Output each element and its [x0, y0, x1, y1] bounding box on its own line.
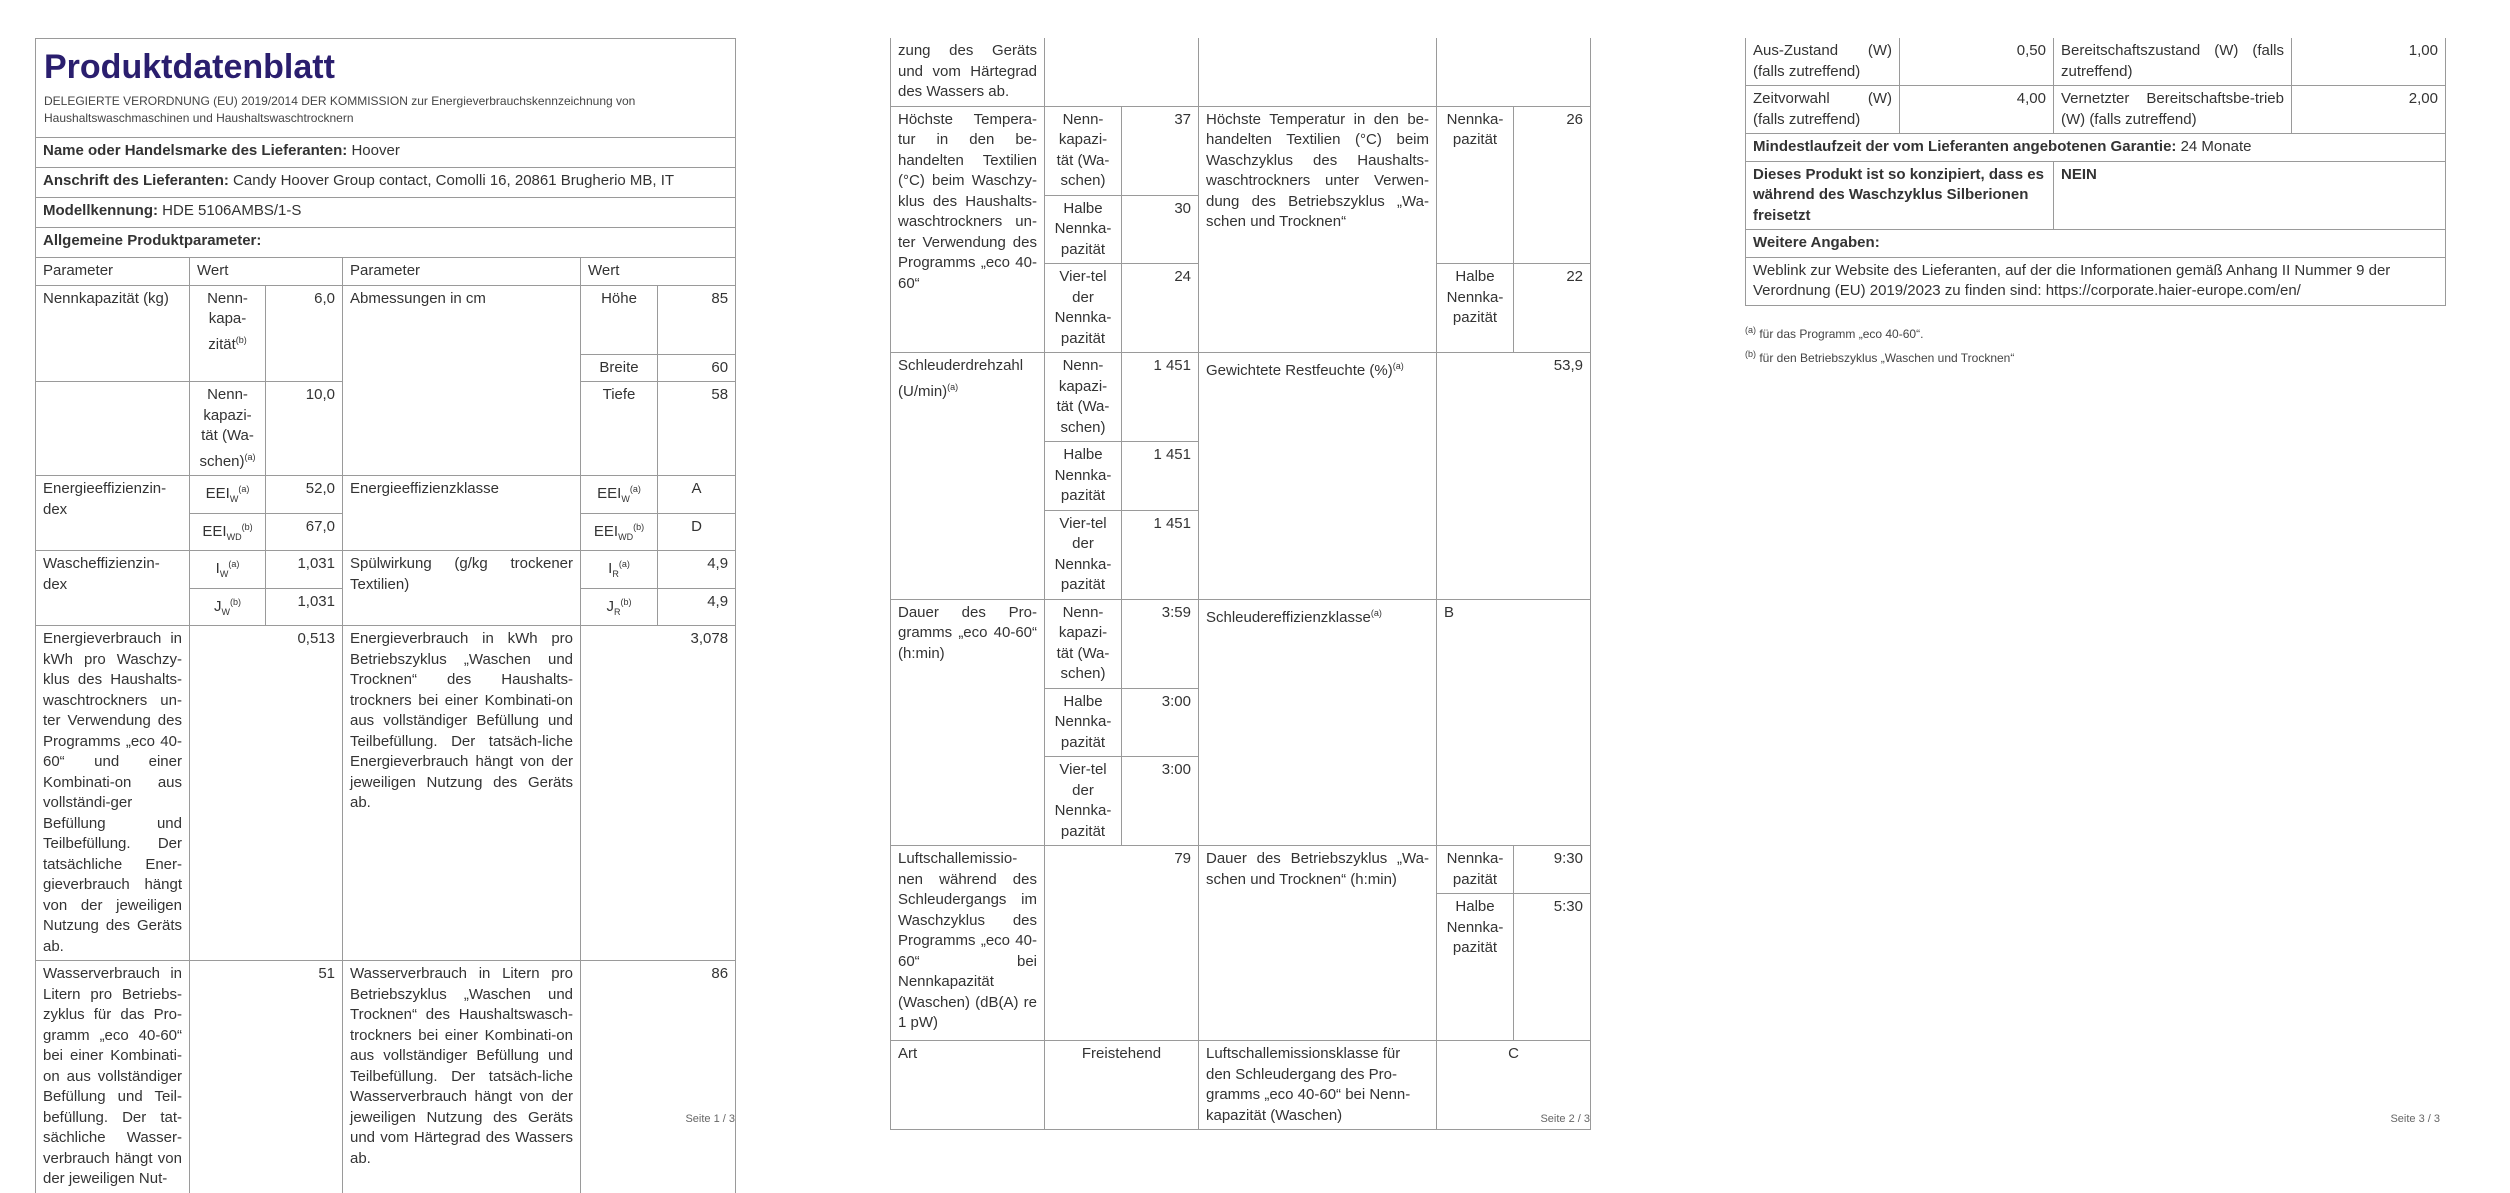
eei-wd-value: 67,0	[266, 513, 343, 551]
subscript: W	[621, 494, 630, 504]
eei-w-label	[190, 476, 266, 514]
value-rated-capacity: 6,0	[266, 285, 343, 382]
delay-start-value: 4,00	[1900, 86, 2054, 134]
empty-cell	[1437, 38, 1591, 106]
temp-value-rated: 37	[1122, 106, 1199, 195]
col-header-parameter: Parameter	[36, 258, 190, 286]
off-mode-label: Aus-Zustand (W) (falls zutreffend)	[1746, 38, 1900, 86]
sub-rated-capacity	[190, 285, 266, 382]
col-header-value: Wert	[190, 258, 343, 286]
param-dimensions: Abmessungen in cm	[343, 285, 581, 476]
footnote-mark: (b)	[633, 521, 645, 532]
page-3	[1745, 0, 2505, 1183]
param-max-temperature-wash-dry: Höchste Temperatur in den be-handelten Textilien (°C) beim Waschzyklus des Haushalts-waschtrockners unter Verwen-dung des Betriebszyklus „Wa-schen und Trocknen“	[1199, 106, 1437, 353]
footnote-mark: (a)	[629, 484, 641, 494]
continued-text: zung des Geräts und vom Härtegrad des Wassers ab.	[891, 38, 1045, 106]
header-cell	[36, 39, 736, 138]
spin-sub-half: Halbe Nennka-pazität	[1045, 442, 1122, 511]
footnote-mark: (a)	[1370, 607, 1382, 618]
dim-depth-value: 58	[658, 382, 736, 476]
subscript: R	[614, 606, 621, 617]
temp-value-quarter: 24	[1122, 264, 1199, 353]
param-residual-moisture	[1199, 353, 1437, 600]
delay-start-label: Zeitvorwahl (W) (falls zutreffend)	[1746, 86, 1900, 134]
spin-sub-rated: Nenn-kapazi-tät (Wa-schen)	[1045, 353, 1122, 442]
value-airborne-noise: 79	[1045, 846, 1199, 1041]
warranty-label: Mindestlaufzeit der vom Lieferanten angebotenen Garantie:	[1753, 138, 2177, 155]
eei-w-value: 52,0	[266, 476, 343, 514]
temp-value-half: 30	[1122, 195, 1199, 264]
param-spin-efficiency-class	[1199, 599, 1437, 846]
warranty-value: 24 Monate	[2180, 138, 2252, 155]
temp-sub-rated-2: Nennka-pazität	[1437, 106, 1514, 264]
wash-dry-value-rated: 9:30	[1514, 846, 1591, 894]
value-noise-class: C	[1437, 1041, 1591, 1130]
model-row	[36, 198, 736, 228]
sub-label: J	[214, 597, 222, 615]
page-number: Seite 1 / 3	[685, 1113, 735, 1125]
footnote-mark: (a)	[228, 559, 240, 569]
duration-sub-rated: Nenn-kapazi-tät (Wa-schen)	[1045, 599, 1122, 688]
sub-label: I	[608, 560, 613, 577]
value-rated-capacity-wash: 10,0	[266, 382, 343, 476]
footnote-text: für das Programm „eco 40-60“.	[1759, 327, 1924, 341]
footnote-mark: (b)	[620, 596, 632, 607]
supplier-address-row	[36, 168, 736, 198]
page-number: Seite 3 / 3	[2390, 1113, 2440, 1125]
ir-value: 4,9	[658, 551, 736, 589]
param-energy-consumption-wash-dry: Energieverbrauch in kWh pro Betriebszyklus „Waschen und Trocknen“ des Haushalts-trockners bei einer Kombinati-on aus vollständiger Befüllung und Teilbefüllung. Der tatsäch-liche Energieverbrauch hängt von der jeweiligen Nutzung des Geräts ab.	[343, 626, 581, 961]
spacer-cell	[36, 382, 190, 476]
subscript: W	[219, 569, 229, 579]
page-number: Seite 2 / 3	[1540, 1113, 1590, 1125]
dim-height-label: Höhe	[581, 285, 658, 354]
duration-value-quarter: 3:00	[1122, 757, 1199, 846]
duration-sub-quarter: Vier-tel der Nennka-pazität	[1045, 757, 1122, 846]
param-label: Schleudereffizienzklasse	[1206, 608, 1371, 626]
eei-wd-label	[190, 513, 266, 551]
model-value: HDE 5106AMBS/1-S	[162, 202, 302, 219]
subscript: W	[221, 606, 230, 617]
param-spin-speed	[891, 353, 1045, 600]
empty-cell	[1045, 38, 1199, 106]
footnote-b	[1745, 344, 2014, 368]
value-water-consumption-wash-dry: 86	[581, 961, 736, 1193]
dim-depth-label: Tiefe	[581, 382, 658, 476]
temp-sub-rated: Nenn-kapazi-tät (Wa-schen)	[1045, 106, 1122, 195]
supplier-address-label: Anschrift des Lieferanten:	[43, 172, 229, 189]
eei-wd-class-value: D	[658, 513, 736, 551]
standby-label: Bereitschaftszustand (W) (falls zutreffend)	[2054, 38, 2292, 86]
value-type: Freistehend	[1045, 1041, 1199, 1130]
standby-value: 1,00	[2292, 38, 2446, 86]
footnote-mark: (a)	[1392, 361, 1404, 371]
sub-label: Nenn-kapazi-tät (Wa-schen)	[199, 386, 254, 470]
temp-sub-quarter: Vier-tel der Nennka-pazität	[1045, 264, 1122, 353]
param-energy-efficiency-index: Energieeffizienzin-dex	[36, 476, 190, 551]
wash-dry-sub-rated: Nennka-pazität	[1437, 846, 1514, 894]
param-water-consumption-wash-dry: Wasserverbrauch in Litern pro Betriebszyklus „Waschen und Trocknen“ des Haushaltswasch-trockners bei einer Kombinati-on aus vollständiger Befüllung und Teilbefüllung. Der tatsäch-liche Wasserverbrauch hängt von der jeweiligen Nutzung des Geräts und vom Härtegrad des Wassers ab.	[343, 961, 581, 1193]
general-params-label: Allgemeine Produktparameter:	[36, 228, 736, 258]
param-energy-consumption-wash: Energieverbrauch in kWh pro Waschzy-klus des Haushalts-waschtrockners un-ter Verwendung des Programms „eco 40-60“ und einer Kombinati-on aus vollständi-ger Befüllung und Teilbefüllung. Der tatsächliche Ener-gieverbrauch hängt von der jeweiligen Nutzung des Geräts ab.	[36, 626, 190, 961]
footnote-mark: (a)	[238, 484, 250, 494]
sub-label: EEI	[202, 522, 227, 540]
duration-sub-half: Halbe Nennka-pazität	[1045, 688, 1122, 757]
param-rinsing-effectiveness: Spülwirkung (g/kg trockener Textilien)	[343, 551, 581, 626]
param-wash-dry-duration: Dauer des Betriebszyklus „Wa-schen und Trocknen“ (h:min)	[1199, 846, 1437, 1041]
param-max-temperature-wash: Höchste Tempera-tur in den be-handelten Textilien (°C) beim Waschzy-klus des Haushalts-waschtrockners un-ter Verwendung des Programms „eco 40-60“	[891, 106, 1045, 353]
regulation-text: DELEGIERTE VERORDNUNG (EU) 2019/2014 DER KOMMISSION zur Energieverbrauchskennzeichnung von Haushaltswaschmaschinen und Haushaltswaschtrocknern	[44, 94, 636, 125]
col-header-value-2: Wert	[581, 258, 736, 286]
sub-rated-capacity-wash	[190, 382, 266, 476]
dim-height-value: 85	[658, 285, 736, 354]
ir-label	[581, 551, 658, 589]
duration-value-half: 3:00	[1122, 688, 1199, 757]
footnote-mark: (b)	[1745, 349, 1756, 359]
product-sheet-table-page-1	[35, 38, 736, 1193]
spin-value-half: 1 451	[1122, 442, 1199, 511]
jr-value: 4,9	[658, 588, 736, 626]
duration-value-rated: 3:59	[1122, 599, 1199, 688]
additional-info-label: Weitere Angaben:	[1746, 230, 2446, 258]
sub-label: J	[606, 597, 614, 615]
param-airborne-noise: Luftschallemissio-nen während des Schleudergangs im Waschzyklus des Programms „eco 40-60“ bei Nennkapazität (Waschen) (dB(A) re 1 pW)	[891, 846, 1045, 1041]
jw-value: 1,031	[266, 588, 343, 626]
value-water-consumption-wash: 51	[190, 961, 343, 1193]
temp-value-rated-2: 26	[1514, 106, 1591, 264]
sub-label: EEI	[597, 485, 622, 502]
jw-label	[190, 588, 266, 626]
eei-w-class-value: A	[658, 476, 736, 514]
weblink-text: Weblink zur Website des Lieferanten, auf der die Informationen gemäß Anhang II Nummer 9 der Verordnung (EU) 2019/2023 zu finden sind: https://corporate.haier-europe.com/en/	[1746, 257, 2446, 305]
sub-label: EEI	[593, 522, 619, 540]
off-mode-value: 0,50	[1900, 38, 2054, 86]
product-sheet-table-page-2	[890, 38, 1591, 1130]
supplier-name-row	[36, 138, 736, 168]
footnote-mark: (a)	[947, 381, 959, 392]
subscript: R	[612, 569, 619, 579]
param-water-consumption-wash: Wasserverbrauch in Litern pro Betriebs-zyklus für das Pro-gramm „eco 40-60“ bei einer Kombinati-on aus vollständiger Befüllung und Teil-befüllung. Der tat-sächliche Wasser-verbrauch hängt von der jeweiligen Nut-	[36, 961, 190, 1193]
wash-dry-value-half: 5:30	[1514, 894, 1591, 1041]
param-type: Art	[891, 1041, 1045, 1130]
sub-label: Nenn-kapa-zität	[207, 289, 248, 353]
value-energy-consumption-wash: 0,513	[190, 626, 343, 961]
footnote-text: für den Betriebszyklus „Waschen und Trocknen“	[1759, 351, 2015, 365]
col-header-parameter-2: Parameter	[343, 258, 581, 286]
spin-value-rated: 1 451	[1122, 353, 1199, 442]
sub-label: I	[215, 560, 220, 577]
value-residual-moisture: 53,9	[1437, 353, 1591, 600]
param-rated-capacity: Nennkapazität (kg)	[36, 285, 190, 382]
model-label: Modellkennung:	[43, 202, 158, 219]
subscript: WD	[226, 531, 242, 542]
iw-label	[190, 551, 266, 589]
footnote-mark: (b)	[230, 596, 241, 607]
footnote-mark: (a)	[244, 451, 256, 462]
networked-standby-label: Vernetzter Bereitschaftsbe-trieb (W) (falls zutreffend)	[2054, 86, 2292, 134]
sub-label: EEI	[205, 485, 230, 502]
footnote-mark: (b)	[235, 334, 247, 345]
param-label: Gewichtete Restfeuchte (%)	[1206, 362, 1393, 379]
iw-value: 1,031	[266, 551, 343, 589]
page-1	[35, 0, 795, 1187]
supplier-name-label: Name oder Handelsmarke des Lieferanten:	[43, 142, 348, 159]
footnote-mark: (a)	[618, 559, 630, 569]
networked-standby-value: 2,00	[2292, 86, 2446, 134]
footnotes	[1745, 320, 2014, 368]
footnote-mark: (b)	[241, 521, 253, 532]
wash-dry-sub-half: Halbe Nennka-pazität	[1437, 894, 1514, 1041]
silver-ions-label: Dieses Produkt ist so konzipiert, dass es während des Waschzyklus Silberionen freisetzt	[1746, 161, 2054, 230]
param-energy-efficiency-class: Energieeffizienzklasse	[343, 476, 581, 551]
value-spin-efficiency-class: B	[1437, 599, 1591, 846]
supplier-address-value: Candy Hoover Group contact, Comolli 16, 20861 Brugherio MB, IT	[233, 172, 675, 189]
eei-w-class-label	[581, 476, 658, 514]
spin-value-quarter: 1 451	[1122, 510, 1199, 599]
product-sheet-table-page-3	[1745, 38, 2446, 306]
page-2	[890, 0, 1650, 1183]
param-label: Schleuderdrehzahl (U/min)	[898, 357, 1024, 400]
subscript: W	[229, 494, 239, 504]
dim-width-label: Breite	[581, 354, 658, 382]
dim-width-value: 60	[658, 354, 736, 382]
jr-label	[581, 588, 658, 626]
eei-wd-class-label	[581, 513, 658, 551]
value-energy-consumption-wash-dry: 3,078	[581, 626, 736, 961]
warranty-row	[1746, 134, 2446, 162]
supplier-name-value: Hoover	[351, 142, 400, 159]
param-washing-efficiency-index: Wascheffizienzin-dex	[36, 551, 190, 626]
temp-sub-half: Halbe Nennka-pazität	[1045, 195, 1122, 264]
empty-cell	[1199, 38, 1437, 106]
temp-value-half-2: 22	[1514, 264, 1591, 353]
subscript: WD	[618, 531, 634, 542]
silver-ions-value: NEIN	[2054, 161, 2446, 230]
footnote-a	[1745, 320, 2014, 344]
footnote-mark: (a)	[1745, 325, 1756, 335]
temp-sub-half-2: Halbe Nennka-pazität	[1437, 264, 1514, 353]
param-noise-class: Luftschallemissionsklasse für den Schleudergang des Pro-gramms „eco 40-60“ bei Nenn-kapazität (Waschen)	[1199, 1041, 1437, 1130]
spin-sub-quarter: Vier-tel der Nennka-pazität	[1045, 510, 1122, 599]
param-programme-duration: Dauer des Pro-gramms „eco 40-60“ (h:min)	[891, 599, 1045, 846]
page-title: Produktdatenblatt	[44, 48, 335, 86]
